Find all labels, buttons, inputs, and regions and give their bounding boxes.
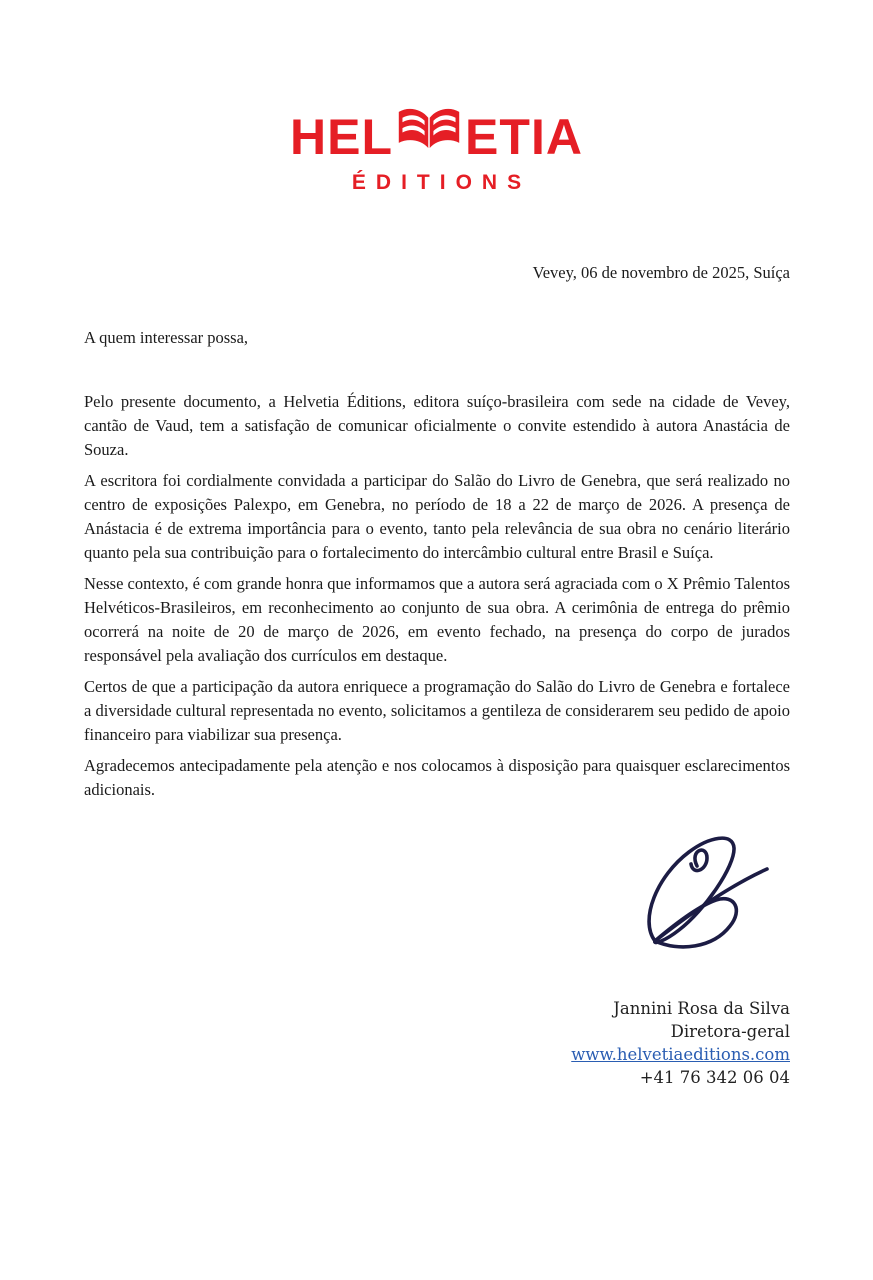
paragraph-2: A escritora foi cordialmente convidada a participar do Salão do Livro de Genebra, que será realizado no centro de exposições Palexpo, em Genebra, no período de 18 a 22 de março de 2026. A presença de Anástacia é de extrema importância para o evento, tanto pela relevância de sua obra no cenário literário quanto pela sua contribuição para o fortalecimento do intercâmbio cultural entre Brasil e Suíça. — [84, 471, 790, 562]
paragraph-3: Nesse contexto, é com grande honra que informamos que a autora será agraciada com o X Prêmio Talentos Helvéticos-Brasileiros, em reconhecimento ao conjunto de sua obra. A cerimônia de entrega do prêmio ocorrerá na noite de 20 de março de 2026, em evento fechado, na presença do corpo de jurados responsável pela avaliação dos currículos em destaque. — [84, 574, 790, 665]
dateline: Vevey, 06 de novembro de 2025, Suíça — [532, 263, 790, 282]
signer-name: Jannini Rosa da Silva — [613, 999, 790, 1018]
paragraph-1: Pelo presente documento, a Helvetia Éditions, editora suíço-brasileira com sede na cidade de Vevey, cantão de Vaud, tem a satisfação de comunicar oficialmente o convite estendido à autora Anastácia de Souza. — [84, 392, 790, 459]
open-book-icon — [392, 106, 466, 162]
logo-wordmark — [0, 106, 873, 168]
letter-body — [84, 390, 790, 809]
paragraph-5: Agradecemos antecipadamente pela atenção e nos colocamos à disposição para quaisquer esclarecimentos adicionais. — [84, 756, 790, 799]
signoff-block — [571, 997, 790, 1089]
logo-word-end: ETIA — [465, 109, 583, 165]
website-link[interactable]: www.helvetiaeditions.com — [571, 1045, 790, 1064]
salutation: A quem interessar possa, — [84, 328, 249, 347]
company-logo — [0, 106, 873, 195]
logo-word-start: HEL — [290, 109, 394, 165]
phone-number: +41 76 342 06 04 — [639, 1068, 790, 1087]
signer-role: Diretora-geral — [670, 1022, 790, 1041]
handwritten-signature — [617, 824, 787, 964]
logo-subtitle: ÉDITIONS — [351, 171, 532, 194]
paragraph-4: Certos de que a participação da autora enriquece a programação do Salão do Livro de Genebra e fortalece a diversidade cultural representada no evento, solicitamos a gentileza de considerarem seu pedido de apoio financeiro para viabilizar sua presença. — [84, 677, 790, 744]
